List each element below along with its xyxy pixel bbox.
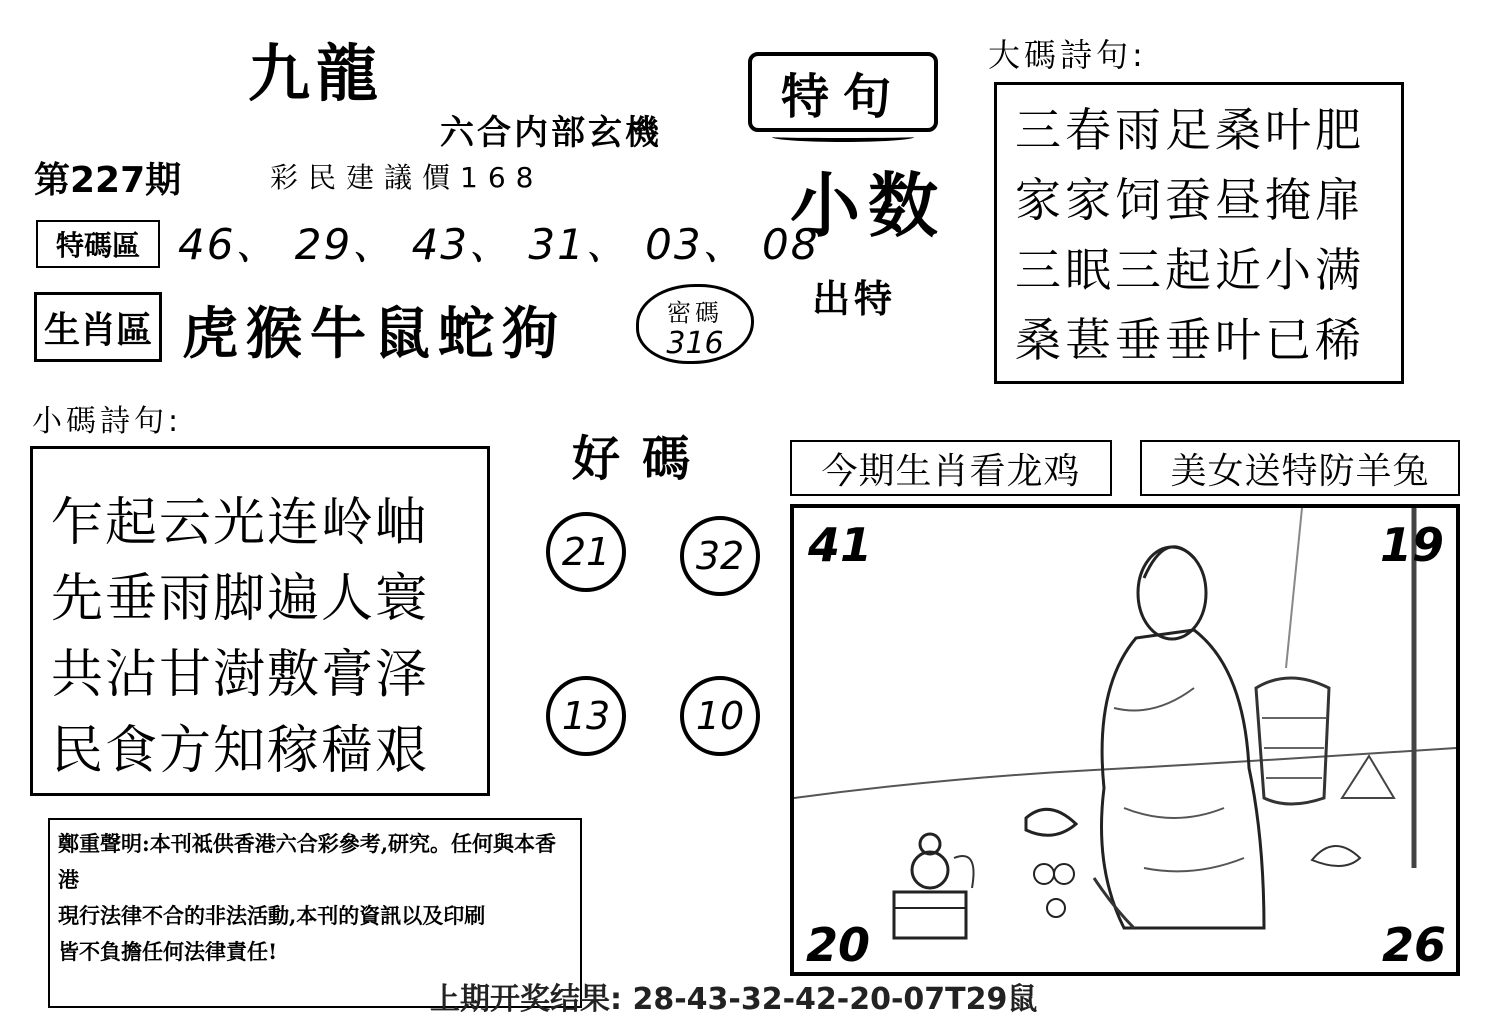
big-poem-line: 家家饲蚕昼掩扉 [1015,173,1365,227]
corner-number-bottom-right: 26 [1382,918,1447,972]
last-draw-result: 上期开奖结果: 28-43-32-42-20-07T29鼠 [430,982,1038,1017]
tema-label: 特碼區 [36,220,160,268]
corner-number-bottom-left: 20 [806,918,871,972]
zodiac-hint-left: 今期生肖看龙鸡 [790,440,1112,496]
big-poem-title: 大碼詩句: [988,36,1147,74]
subtitle: 六合内部玄機 [440,113,662,153]
illustration-frame [790,504,1460,976]
secret-code-number: 316 [666,326,724,361]
big-poem-line: 三春雨足桑叶肥 [1015,103,1365,157]
good-code-circle: 10 [680,676,760,756]
secret-code-cloud [636,284,754,364]
disclaimer-line: 現行法律不合的非法活動,本刊的資訊以及印刷 [58,903,486,928]
sage-illustration [794,508,1456,972]
special-phrase-banner: 特句 [748,52,938,132]
small-number-heading: 小数 [790,165,946,247]
tema-numbers: 46、 29、 43、 31、 03、 08 [178,220,820,269]
small-poem-line: 民食方知稼穑艰 [51,721,430,781]
price-text: 彩民建議價168 [270,161,544,194]
good-code-circle: 13 [546,676,626,756]
zodiac-hint-right: 美女送特防羊兔 [1140,440,1460,496]
shengxiao-animals: 虎猴牛鼠蛇狗 [182,301,566,367]
issue-number: 第227期 [34,160,182,201]
corner-number-top-right: 19 [1380,518,1445,572]
big-poem-line: 三眠三起近小满 [1015,243,1365,297]
small-poem-line: 乍起云光连岭岫 [51,493,430,553]
disclaimer-line: 皆不負擔任何法律責任! [58,939,278,964]
corner-number-top-left: 41 [808,518,873,572]
small-poem-title: 小碼詩句: [32,404,183,439]
big-poem-line: 桑葚垂垂叶已稀 [1015,313,1365,367]
good-codes-title: 好碼 [572,431,713,487]
big-poem-box [994,82,1404,384]
logo-title: 九龍 [248,37,385,110]
good-code-circle: 21 [546,512,626,592]
chu-te-label: 出特 [812,277,897,321]
small-poem-line: 先垂雨脚遍人寰 [51,569,430,629]
small-poem-line: 共沾甘澍敷膏泽 [51,645,430,705]
small-poem-box [30,446,490,796]
good-code-circle: 32 [680,516,760,596]
disclaimer-line: 鄭重聲明:本刊祗供香港六合彩參考,研究。任何與本香港 [58,831,557,892]
secret-code-label: 密碼 [667,299,723,327]
shengxiao-label: 生肖區 [34,292,162,362]
